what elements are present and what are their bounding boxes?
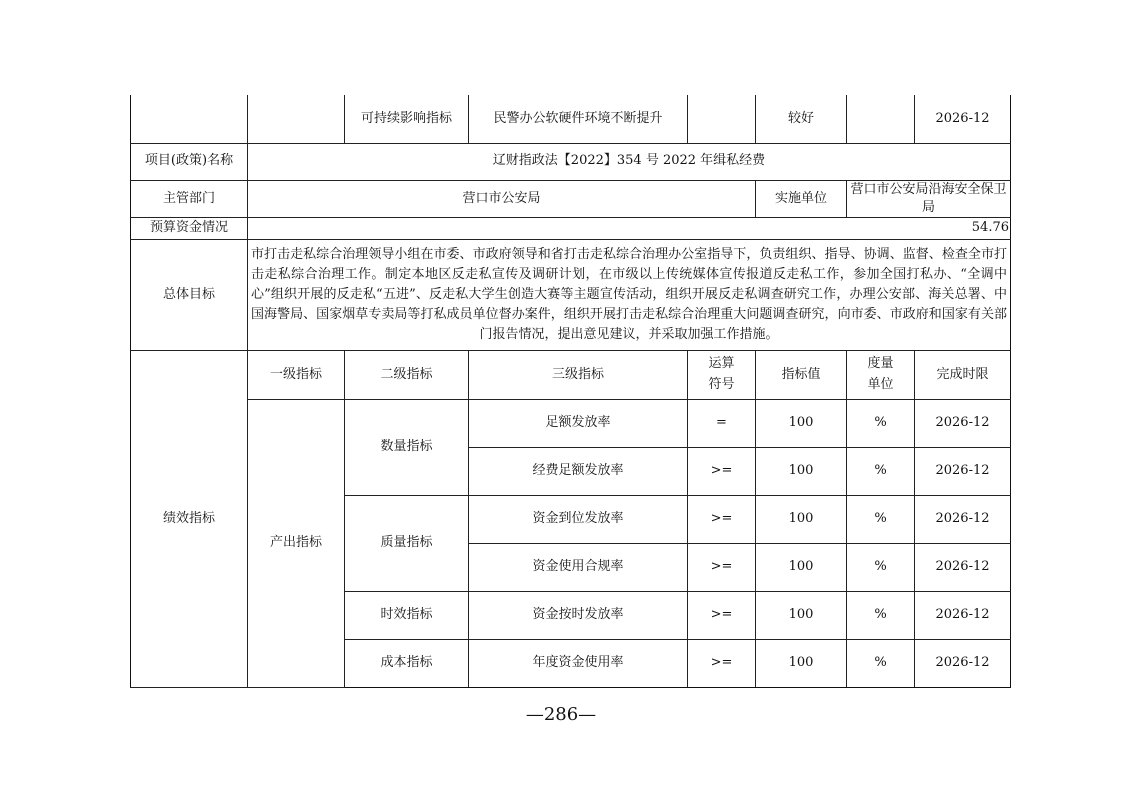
department-value: 营口市公安局	[248, 180, 756, 217]
level3-cell: 资金按时发放率	[469, 591, 688, 639]
table-row	[131, 399, 1011, 447]
value-cell: 100	[756, 591, 847, 639]
header-operator-text: 运算符号	[708, 356, 735, 392]
performance-table	[130, 95, 1011, 688]
operator-cell: >=	[688, 447, 756, 495]
header-operator	[688, 350, 756, 399]
header-unit	[847, 350, 915, 399]
carryover-unit-cell	[847, 95, 915, 143]
level3-cell: 资金到位发放率	[469, 495, 688, 543]
value-cell: 100	[756, 399, 847, 447]
department-label: 主管部门	[131, 180, 248, 217]
unit-cell: %	[847, 543, 915, 591]
value-cell: 100	[756, 447, 847, 495]
carryover-deadline-cell: 2026-12	[915, 95, 1011, 143]
project-row	[131, 143, 1011, 180]
header-deadline: 完成时限	[915, 350, 1011, 399]
deadline-cell: 2026-12	[915, 495, 1011, 543]
unit-cell: %	[847, 639, 915, 687]
level3-cell: 资金使用合规率	[469, 543, 688, 591]
value-cell: 100	[756, 639, 847, 687]
carryover-value-cell: 较好	[756, 95, 847, 143]
level2-quantity-cell: 数量指标	[345, 399, 469, 495]
level3-cell: 经费足额发放率	[469, 447, 688, 495]
page-number: —286—	[525, 704, 597, 725]
unit-cell: %	[847, 495, 915, 543]
project-value: 辽财指政法【2022】354 号 2022 年缉私经费	[248, 143, 1011, 180]
header-unit-text: 度量单位	[867, 356, 894, 392]
indicator-header-row	[131, 350, 1011, 399]
carryover-empty-cell	[248, 95, 345, 143]
level2-cost-cell: 成本指标	[345, 639, 469, 687]
level3-cell: 足额发放率	[469, 399, 688, 447]
budget-value: 54.76	[248, 217, 1011, 239]
deadline-cell: 2026-12	[915, 543, 1011, 591]
deadline-cell: 2026-12	[915, 591, 1011, 639]
deadline-cell: 2026-12	[915, 447, 1011, 495]
header-value: 指标值	[756, 350, 847, 399]
unit-cell: %	[847, 447, 915, 495]
operator-cell: >=	[688, 543, 756, 591]
operator-cell: >=	[688, 495, 756, 543]
level1-output-cell: 产出指标	[248, 399, 345, 687]
carryover-operator-cell	[688, 95, 756, 143]
operator-cell: >=	[688, 639, 756, 687]
goal-text: 市打击走私综合治理领导小组在市委、市政府领导和省打击走私综合治理办公室指导下，负责组织、指导、协调、监督、检查全市打击走私综合治理工作。制定本地区反走私宣传及调研计划，在市级以上传统媒体宣传报道反走私工作，参加全国打私办、“全调中心”组织开展的反走私“五进”、反走私大学生创造大赛等主题宣传活动，组织开展反走私调查研究工作，办理公安部、海关总署、中国海警局、国家烟草专卖局等打私成员单位督办案件，组织开展打击走私综合治理重大问题调查研究，向市委、市政府和国家有关部门报告情况，提出意见建议，并采取加强工作措施。	[248, 239, 1011, 350]
implementer-label: 实施单位	[756, 180, 847, 217]
budget-row	[131, 217, 1011, 239]
carryover-level2-cell: 可持续影响指标	[345, 95, 469, 143]
carryover-level3-cell: 民警办公软硬件环境不断提升	[469, 95, 688, 143]
level3-cell: 年度资金使用率	[469, 639, 688, 687]
deadline-cell: 2026-12	[915, 639, 1011, 687]
unit-cell: %	[847, 591, 915, 639]
level2-quality-cell: 质量指标	[345, 495, 469, 591]
level2-time-cell: 时效指标	[345, 591, 469, 639]
carryover-row	[131, 95, 1011, 143]
goal-label: 总体目标	[131, 239, 248, 350]
deadline-cell: 2026-12	[915, 399, 1011, 447]
operator-cell: >=	[688, 591, 756, 639]
budget-label: 预算资金情况	[131, 217, 248, 239]
header-level1: 一级指标	[248, 350, 345, 399]
value-cell: 100	[756, 495, 847, 543]
value-cell: 100	[756, 543, 847, 591]
goal-row	[131, 239, 1011, 350]
header-level3: 三级指标	[469, 350, 688, 399]
project-label: 项目(政策)名称	[131, 143, 248, 180]
department-row	[131, 180, 1011, 217]
header-level2: 二级指标	[345, 350, 469, 399]
performance-label: 绩效指标	[131, 350, 248, 687]
operator-cell: =	[688, 399, 756, 447]
carryover-empty-cell	[131, 95, 248, 143]
unit-cell: %	[847, 399, 915, 447]
implementer-value: 营口市公安局沿海安全保卫局	[847, 180, 1011, 217]
